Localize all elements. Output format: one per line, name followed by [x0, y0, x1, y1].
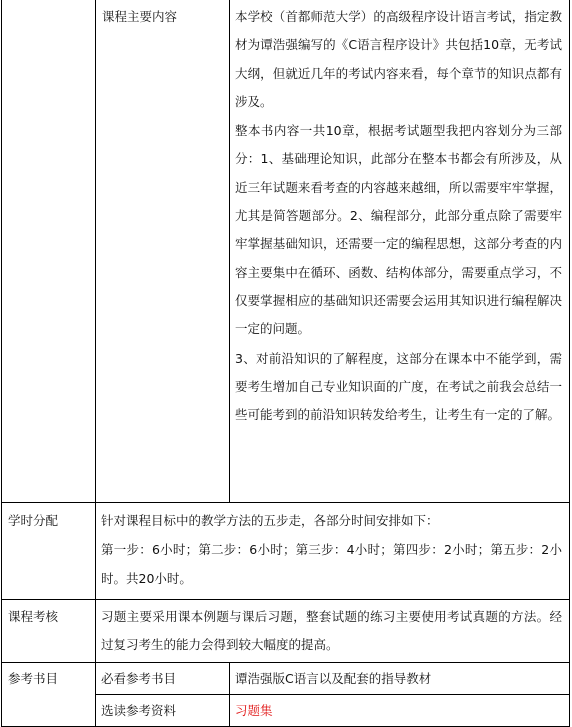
optional-reading-label: [101, 697, 227, 725]
schedule-paragraph: 针对课程目标中的教学方法的五步走，各部分时间安排如下：: [101, 513, 439, 528]
schedule-label: 学时分配: [8, 513, 59, 528]
content-description: [235, 3, 562, 429]
required-reading-value: [235, 665, 562, 693]
column-divider-1: [95, 0, 96, 727]
row-divider-assessment: [1, 662, 570, 663]
assessment-row-label: [8, 603, 93, 631]
required-value: 谭浩强版C语言以及配套的指导教材: [235, 671, 432, 686]
optional-label: 选读参考资料: [101, 703, 177, 718]
column-divider-2: [229, 0, 230, 502]
schedule-paragraph: 第一步：6小时；第二步：6小时；第三步：4小时；第四步：2小时；第五步：2小时。共20小时。: [101, 542, 562, 586]
assessment-label: 课程考核: [8, 609, 59, 624]
content-paragraph: 本学校（首都师范大学）的高级程序设计语言考试，指定教材为谭浩强编写的《C语言程序设计》共包括10章，无考试大纲，但就近几年的考试内容来看，每个章节的知识点都有涉及。: [235, 9, 562, 109]
row-divider-references: [95, 694, 570, 695]
content-paragraph: 3、对前沿知识的了解程度，这部分在课本中不能学到，需要考生增加自己专业知识面的广度，在考试之前我会总结一些可能考到的前沿知识转发给考生，让考生有一定的了解。: [235, 350, 562, 423]
assessment-text: 习题主要采用课本例题与课后习题，整套试题的练习主要使用考试真题的方法。经过复习考生的能力会得到较大幅度的提高。: [101, 609, 562, 653]
required-label: 必看参考书目: [101, 671, 177, 686]
references-label: 参考书目: [8, 671, 59, 686]
required-reading-label: [101, 665, 227, 693]
table-border-right: [569, 0, 570, 727]
content-label: 课程主要内容: [102, 9, 178, 24]
optional-value: 习题集: [235, 703, 273, 718]
content-row-label: [102, 3, 227, 31]
assessment-description: [101, 603, 562, 660]
references-row-label: [8, 665, 93, 693]
schedule-description: [101, 507, 562, 593]
table-border-left: [1, 0, 2, 727]
row-divider-schedule: [1, 599, 570, 600]
content-paragraph: 整本书内容一共10章，根据考试题型我把内容划分为三部分：1、基础理论知识，此部分在整本书都会有所涉及，从近三年试题来看考查的内容越来越细，所以需要牢牢掌握，尤其是简答题部分。2、编程部分，此部分重点除了需要牢牢掌握基础知识，还需要一定的编程思想，这部分考查的内容主要集中在循环、函数、结构体部分，需要重点学习，不仅要掌握相应的基础知识还需要会运用其知识进行编程解决一定的问题。: [235, 123, 562, 337]
row-divider-content: [1, 502, 570, 503]
schedule-row-label: [8, 507, 93, 535]
optional-reading-value: [235, 697, 562, 725]
